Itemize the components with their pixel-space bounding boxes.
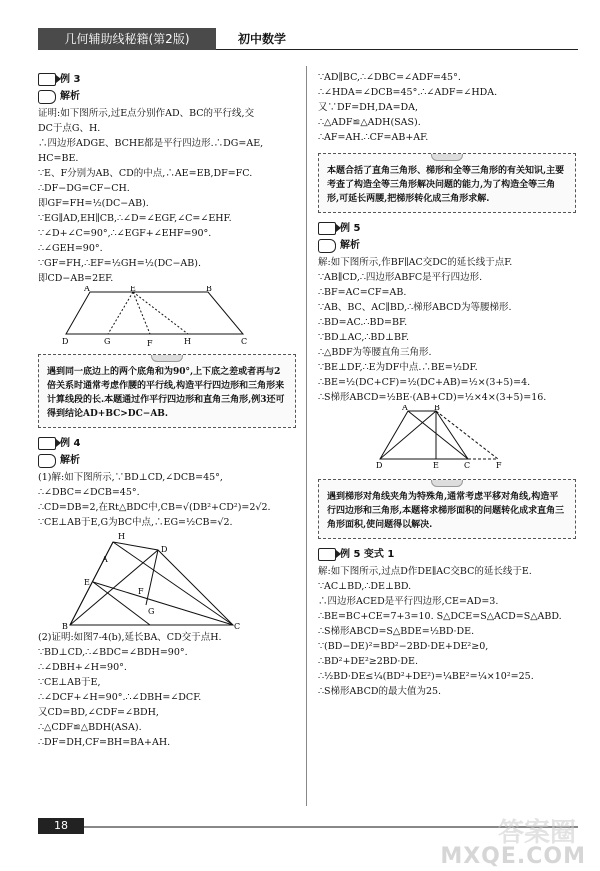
label-E: E — [130, 286, 136, 293]
solution-line: ∴四边形ADGE、BCHE都是平行四边形.∴DG=AE, — [38, 138, 264, 149]
label-G: G — [104, 337, 111, 346]
example-5-label: 例 5 — [340, 223, 361, 234]
solution-line: ∴四边形ACED是平行四边形,CE=AD=3. — [318, 596, 499, 607]
column-divider — [306, 66, 307, 806]
example-5-tag — [318, 221, 576, 236]
label-E: E — [433, 461, 439, 470]
example-4-continued — [318, 70, 576, 145]
label-F: F — [496, 461, 502, 470]
solution-line: ∵CE⊥AB于E,G为BC中点,∴EG=½CB=√2. — [38, 517, 233, 528]
label-H: H — [118, 532, 125, 541]
analysis-label: 解析 — [60, 455, 80, 466]
example-5-solution — [318, 255, 576, 405]
solution-line: ∴∠GEH=90°. — [38, 243, 103, 254]
analysis-label: 解析 — [340, 240, 360, 251]
solution-line: ∴AF=AH.∴CF=AB+AF. — [318, 132, 429, 143]
solution-line: ∴∠DBH+∠H=90°. — [38, 662, 127, 673]
variant-solution — [318, 564, 576, 699]
label-A: A — [102, 555, 108, 564]
solution-line: ∵AD∥BC,∴∠DBC=∠ADF=45°. — [318, 72, 461, 83]
solution-line: ∵AB∥CD,∴四边形ABFC是平行四边形. — [318, 272, 483, 283]
solution-line: ∴△CDF≌△BDH(ASA). — [38, 722, 142, 733]
method-note — [38, 354, 296, 428]
label-F: F — [147, 339, 153, 346]
note-text: 本题合括了直角三角形、梯形和全等三角形的有关知识,主要考查了构造全等三角形解决问题的能力,为了构造全等三角形,可延长两腰,把梯形转化成三角形求解. — [327, 166, 565, 204]
solution-line: ∵∠D+∠C=90°,∴∠EGF+∠EHF=90°. — [38, 228, 212, 239]
example-4-tag — [38, 436, 296, 451]
example-4-solution-part1 — [38, 470, 296, 530]
solution-line: ∵AB、BC、AC∥BD,∴梯形ABCD为等腰梯形. — [318, 302, 512, 313]
example-3-tag — [38, 72, 296, 87]
solution-line: ∵EG∥AD,EH∥CB,∴∠D=∠EGF,∠C=∠EHF. — [38, 213, 232, 224]
solution-line: ∴△ADF≌△ADH(SAS). — [318, 117, 421, 128]
example-3-label: 例 3 — [60, 74, 81, 85]
variant-tag — [318, 547, 576, 562]
analysis-label: 解析 — [60, 91, 80, 102]
label-A: A — [402, 405, 408, 412]
note-badge-icon — [431, 479, 463, 487]
solution-line: 又∵DF=DH,DA=DA, — [318, 102, 419, 113]
note-text: 遇到梯形对角线夹角为特殊角,通常考虑平移对角线,构造平行四边形和三角形,本题将求梯形面积的问题转化成求直角三角形面积,使问题得以解决. — [327, 492, 565, 530]
label-B: B — [62, 622, 68, 630]
solution-line: ∵BD⊥AC,∴BD⊥BF. — [318, 332, 410, 343]
pointing-hand-icon — [38, 454, 56, 468]
label-A: A — [84, 286, 90, 293]
solution-line: ∵GF=FH,∴EF=½GH=½(DC−AB). — [38, 258, 201, 269]
watermark-url: MXQE.COM — [440, 844, 586, 869]
solution-line: ∵BD⊥CD,∴∠BDC=∠BDH=90°. — [38, 647, 188, 658]
solution-line: ∴BD²+DE²≥2BD·DE. — [318, 656, 418, 667]
analysis-tag — [38, 453, 296, 468]
note-badge-icon — [431, 153, 463, 161]
solution-line: ∴½BD·DE≤¼(BD²+DE²)=¼BE²=¼×10²=25. — [318, 671, 534, 682]
analysis-tag — [318, 238, 576, 253]
solution-line: ∴DF=DH,CF=BH=BA+AH. — [38, 737, 171, 748]
solution-line: ∴BD=AC.∴BD=BF. — [318, 317, 408, 328]
trapezoid-diagonal-figure — [318, 405, 576, 471]
solution-line: ∴S梯形ABCD的最大值为25. — [318, 686, 442, 697]
example-4-solution-part2 — [38, 630, 296, 750]
example-3-solution — [38, 106, 296, 286]
solution-line: 即GF=FH=½(DC−AB). — [38, 198, 149, 209]
solution-line: ∴∠DCF+∠H=90°.∴∠DBH=∠DCF. — [38, 692, 202, 703]
solution-line: ∴DF−DG=CF−CH. — [38, 183, 130, 194]
label-B: B — [434, 405, 440, 412]
solution-line: ∵E、F分别为AB、CD的中点,∴AE=EB,DF=FC. — [38, 168, 253, 179]
solution-line: ∴S梯形ABCD=S△BDE=½BD·DE. — [318, 626, 475, 637]
watermark-logo: 答案圈 — [497, 818, 576, 848]
label-E: E — [84, 578, 90, 587]
label-C: C — [241, 337, 248, 346]
label-D: D — [161, 545, 168, 554]
right-column — [318, 70, 576, 699]
label-D: D — [376, 461, 383, 470]
pointing-hand-icon — [318, 239, 336, 253]
page-number: 18 — [38, 818, 84, 834]
pointing-hand-icon — [38, 90, 56, 104]
arrow-icon — [38, 73, 56, 86]
left-column — [38, 70, 296, 750]
solution-line: 证明:如下图所示,过E点分别作AD、BC的平行线,交 — [38, 108, 255, 119]
header-rule — [216, 49, 578, 50]
solution-line: ∵(BD−DE)²=BD²−2BD·DE+DE²≥0, — [318, 641, 489, 652]
solution-line: ∴CD=DB=2,在Rt△BDC中,CB=√(DB²+CD²)=2√2. — [38, 502, 271, 513]
solution-line: (2)证明:如图7-4(b),延长BA、CD交于点H. — [38, 632, 222, 643]
arrow-icon — [318, 548, 336, 561]
analysis-tag — [38, 89, 296, 104]
arrow-icon — [38, 437, 56, 450]
note-text: 遇到同一底边上的两个底角和为90°,上下底之差或者再与2倍关系时通常考虑作腰的平行线,构造平行四边形和三角形来计算线段的长.本题通过作平行四边形和直角三角形,例3还可得到结论AD+BC>DC−AB. — [47, 367, 285, 419]
solution-line: ∴BF=AC=CF=AB. — [318, 287, 407, 298]
summary-note — [318, 153, 576, 213]
solution-line: ∴∠DBC=∠DCB=45°. — [38, 487, 140, 498]
solution-line: ∵CE⊥AB于E, — [38, 677, 101, 688]
subject-title: 初中数学 — [238, 32, 287, 46]
label-C: C — [464, 461, 471, 470]
solution-line: ∵AC⊥BD,∴DE⊥BD. — [318, 581, 412, 592]
solution-line: 又CD=BD,∠CDF=∠BDH, — [38, 707, 159, 718]
solution-line: ∵BE⊥DF,∴E为DF中点.∴BE=½DF. — [318, 362, 478, 373]
solution-line: ∴BE=BC+CE=7+3=10. S△DCE=S△ACD=S△ABD. — [318, 611, 562, 622]
label-F: F — [138, 587, 144, 596]
label-G: G — [148, 607, 155, 616]
solution-line: HC=BE. — [38, 153, 79, 164]
solution-line: DC于点G、H. — [38, 123, 101, 134]
solution-line: ∴△BDF为等腰直角三角形. — [318, 347, 432, 358]
book-title: 几何辅助线秘籍(第2版) — [38, 28, 216, 50]
solution-line: ∴∠HDA=∠DCB=45°.∴∠ADF=∠HDA. — [318, 87, 498, 98]
trapezoid-figure — [38, 286, 296, 346]
note-badge-icon — [151, 354, 183, 362]
triangle-figure — [38, 530, 296, 630]
solution-line: 解:如下图所示,过点D作DE∥AC交BC的延长线于E. — [318, 566, 532, 577]
solution-line: ∴S梯形ABCD=½BE·(AB+CD)=½×4×(3+5)=16. — [318, 392, 547, 403]
solution-line: 即CD−AB=2EF. — [38, 273, 114, 284]
label-B: B — [206, 286, 212, 293]
arrow-icon — [318, 222, 336, 235]
method-note-2 — [318, 479, 576, 539]
label-D: D — [62, 337, 69, 346]
page-header — [38, 28, 578, 50]
label-H: H — [184, 337, 191, 346]
solution-line: ∴BE=½(DC+CF)=½(DC+AB)=½×(3+5)=4. — [318, 377, 531, 388]
label-C: C — [234, 622, 241, 630]
solution-line: 解:如下图所示,作BF∥AC交DC的延长线于点F. — [318, 257, 513, 268]
example-4-label: 例 4 — [60, 438, 81, 449]
variant-label: 例 5 变式 1 — [340, 549, 395, 560]
solution-line: (1)解:如下图所示,∵BD⊥CD,∠DCB=45°, — [38, 472, 223, 483]
